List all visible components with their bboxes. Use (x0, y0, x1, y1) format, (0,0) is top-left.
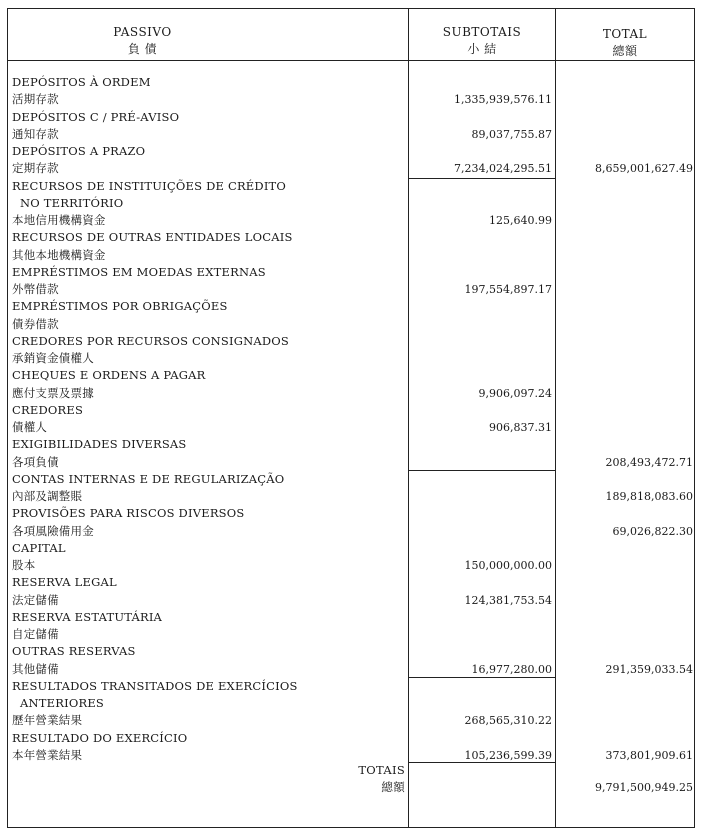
row-label: EMPRÉSTIMOS EM MOEDAS EXTERNAS (12, 264, 266, 279)
table-row (12, 229, 702, 246)
table-row (12, 264, 702, 281)
table-row (12, 333, 702, 350)
row-subtotal: 197,554,897.17 (464, 283, 552, 296)
row-label: CAPITAL (12, 540, 66, 555)
totals-value: 9,791,500,949.25 (595, 781, 693, 794)
header-subtotais-zh: 小 結 (467, 42, 497, 56)
row-subtotal: 9,906,097.24 (478, 386, 552, 400)
table-row (12, 316, 702, 333)
header-divider (7, 60, 695, 61)
row-label: 各項風險備用金 (12, 523, 94, 538)
table-row (12, 126, 702, 143)
table-row (12, 592, 702, 609)
table-row (12, 678, 702, 695)
totals-row (12, 779, 702, 796)
row-label: DEPÓSITOS À ORDEM (12, 75, 151, 89)
row-label: RECURSOS DE INSTITUIÇÕES DE CRÉDITO (12, 178, 287, 193)
row-label: DEPÓSITOS C / PRÉ-AVISO (12, 109, 180, 124)
table-row (12, 454, 702, 471)
row-subtotal: 105,236,599.39 (464, 748, 552, 762)
row-label: 法定儲備 (12, 592, 59, 607)
row-label: 內部及調整賬 (12, 489, 83, 503)
table-row (12, 712, 702, 729)
header-passivo (7, 24, 278, 58)
table-row (12, 540, 702, 557)
table-row (12, 523, 702, 540)
row-label: DEPÓSITOS A PRAZO (12, 144, 146, 158)
row-label: 各項負債 (12, 454, 59, 469)
row-subtotal: 89,037,755.87 (471, 127, 552, 141)
table-row (12, 643, 702, 660)
row-label: CHEQUES E ORDENS A PAGAR (12, 368, 206, 383)
row-total: 208,493,472.71 (605, 455, 693, 469)
row-label: 本地信用機構資金 (12, 213, 106, 227)
table-row (12, 574, 702, 591)
row-label: 自定儲備 (12, 627, 59, 641)
row-label: CREDORES (12, 402, 84, 417)
row-label: RESERVA ESTATUTÁRIA (12, 609, 163, 624)
row-subtotal: 906,837.31 (489, 421, 552, 434)
table-row (12, 91, 702, 108)
table-row (12, 298, 702, 315)
row-label: RESERVA LEGAL (12, 575, 117, 590)
table-row (12, 195, 702, 212)
row-label: RESULTADO DO EXERCÍCIO (12, 730, 188, 745)
table-row (12, 109, 702, 126)
row-label: 債券借款 (12, 316, 59, 331)
row-label: EXIGIBILIDADES DIVERSAS (12, 437, 187, 452)
row-label: CONTAS INTERNAS E DE REGULARIZAÇÃO (12, 471, 285, 486)
row-label: 其他儲備 (12, 661, 59, 676)
row-total: 8,659,001,627.49 (595, 162, 693, 176)
table-row (12, 505, 702, 522)
row-label: EMPRÉSTIMOS POR OBRIGAÇÕES (12, 299, 228, 314)
table-row (12, 247, 702, 264)
row-subtotal: 7,234,024,295.51 (454, 162, 552, 176)
row-label: 歷年營業結果 (12, 713, 83, 728)
totals-label-zh: 總額 (381, 780, 405, 794)
table-row (12, 178, 702, 195)
row-total: 291,359,033.54 (605, 662, 693, 676)
row-label: 通知存款 (12, 126, 59, 141)
row-label: 承銷資金債權人 (12, 351, 94, 365)
table-row (12, 557, 702, 574)
row-label: 股本 (12, 558, 36, 572)
row-label: 應付支票及票據 (12, 385, 94, 400)
row-label: ANTERIORES (20, 696, 104, 710)
header-passivo-pt: PASSIVO (113, 25, 172, 39)
row-subtotal: 150,000,000.00 (464, 559, 552, 572)
header-total-pt: TOTAL (602, 27, 648, 41)
table-row (12, 160, 702, 177)
header-total (555, 26, 695, 60)
table-row (12, 350, 702, 367)
row-subtotal: 125,640.99 (489, 214, 552, 227)
table-row (12, 488, 702, 505)
row-subtotal: 16,977,280.00 (471, 662, 552, 676)
row-label: OUTRAS RESERVAS (12, 644, 136, 659)
row-label: 定期存款 (12, 161, 59, 176)
row-label: PROVISÕES PARA RISCOS DIVERSOS (12, 506, 245, 521)
row-label: NO TERRITÓRIO (20, 195, 124, 210)
table-row (12, 212, 702, 229)
table-row (12, 385, 702, 402)
header-subtotais-pt: SUBTOTAIS (442, 25, 522, 39)
table-row (12, 367, 702, 384)
row-label: 外幣借款 (12, 282, 59, 296)
row-label: 活期存款 (12, 92, 59, 107)
table-row (12, 402, 702, 419)
row-subtotal: 124,381,753.54 (464, 593, 552, 607)
row-label: 其他本地機構資金 (12, 247, 106, 262)
row-label: 本年營業結果 (12, 747, 83, 762)
table-row (12, 609, 702, 626)
row-subtotal: 268,565,310.22 (464, 714, 552, 728)
table-row (12, 74, 702, 91)
table-row (12, 419, 702, 436)
table-row (12, 626, 702, 643)
row-label: RECURSOS DE OUTRAS ENTIDADES LOCAIS (12, 230, 293, 245)
table-row (12, 281, 702, 298)
table-row (12, 695, 702, 712)
header-subtotais (408, 24, 556, 58)
totals-label-pt: TOTAIS (358, 763, 405, 777)
table-row (12, 661, 702, 678)
table-row (12, 730, 702, 747)
table-row (12, 436, 702, 453)
row-total: 189,818,083.60 (605, 490, 693, 503)
row-total: 69,026,822.30 (612, 524, 693, 538)
header-total-zh: 總額 (612, 44, 638, 58)
table-row (12, 471, 702, 488)
row-label: CREDORES POR RECURSOS CONSIGNADOS (12, 333, 290, 348)
row-total: 373,801,909.61 (605, 748, 693, 762)
table-row (12, 143, 702, 160)
row-label: RESULTADOS TRANSITADOS DE EXERCÍCIOS (12, 678, 298, 693)
row-label: 債權人 (12, 420, 48, 434)
header-passivo-zh: 負 債 (127, 42, 158, 56)
row-subtotal: 1,335,939,576.11 (454, 93, 552, 107)
